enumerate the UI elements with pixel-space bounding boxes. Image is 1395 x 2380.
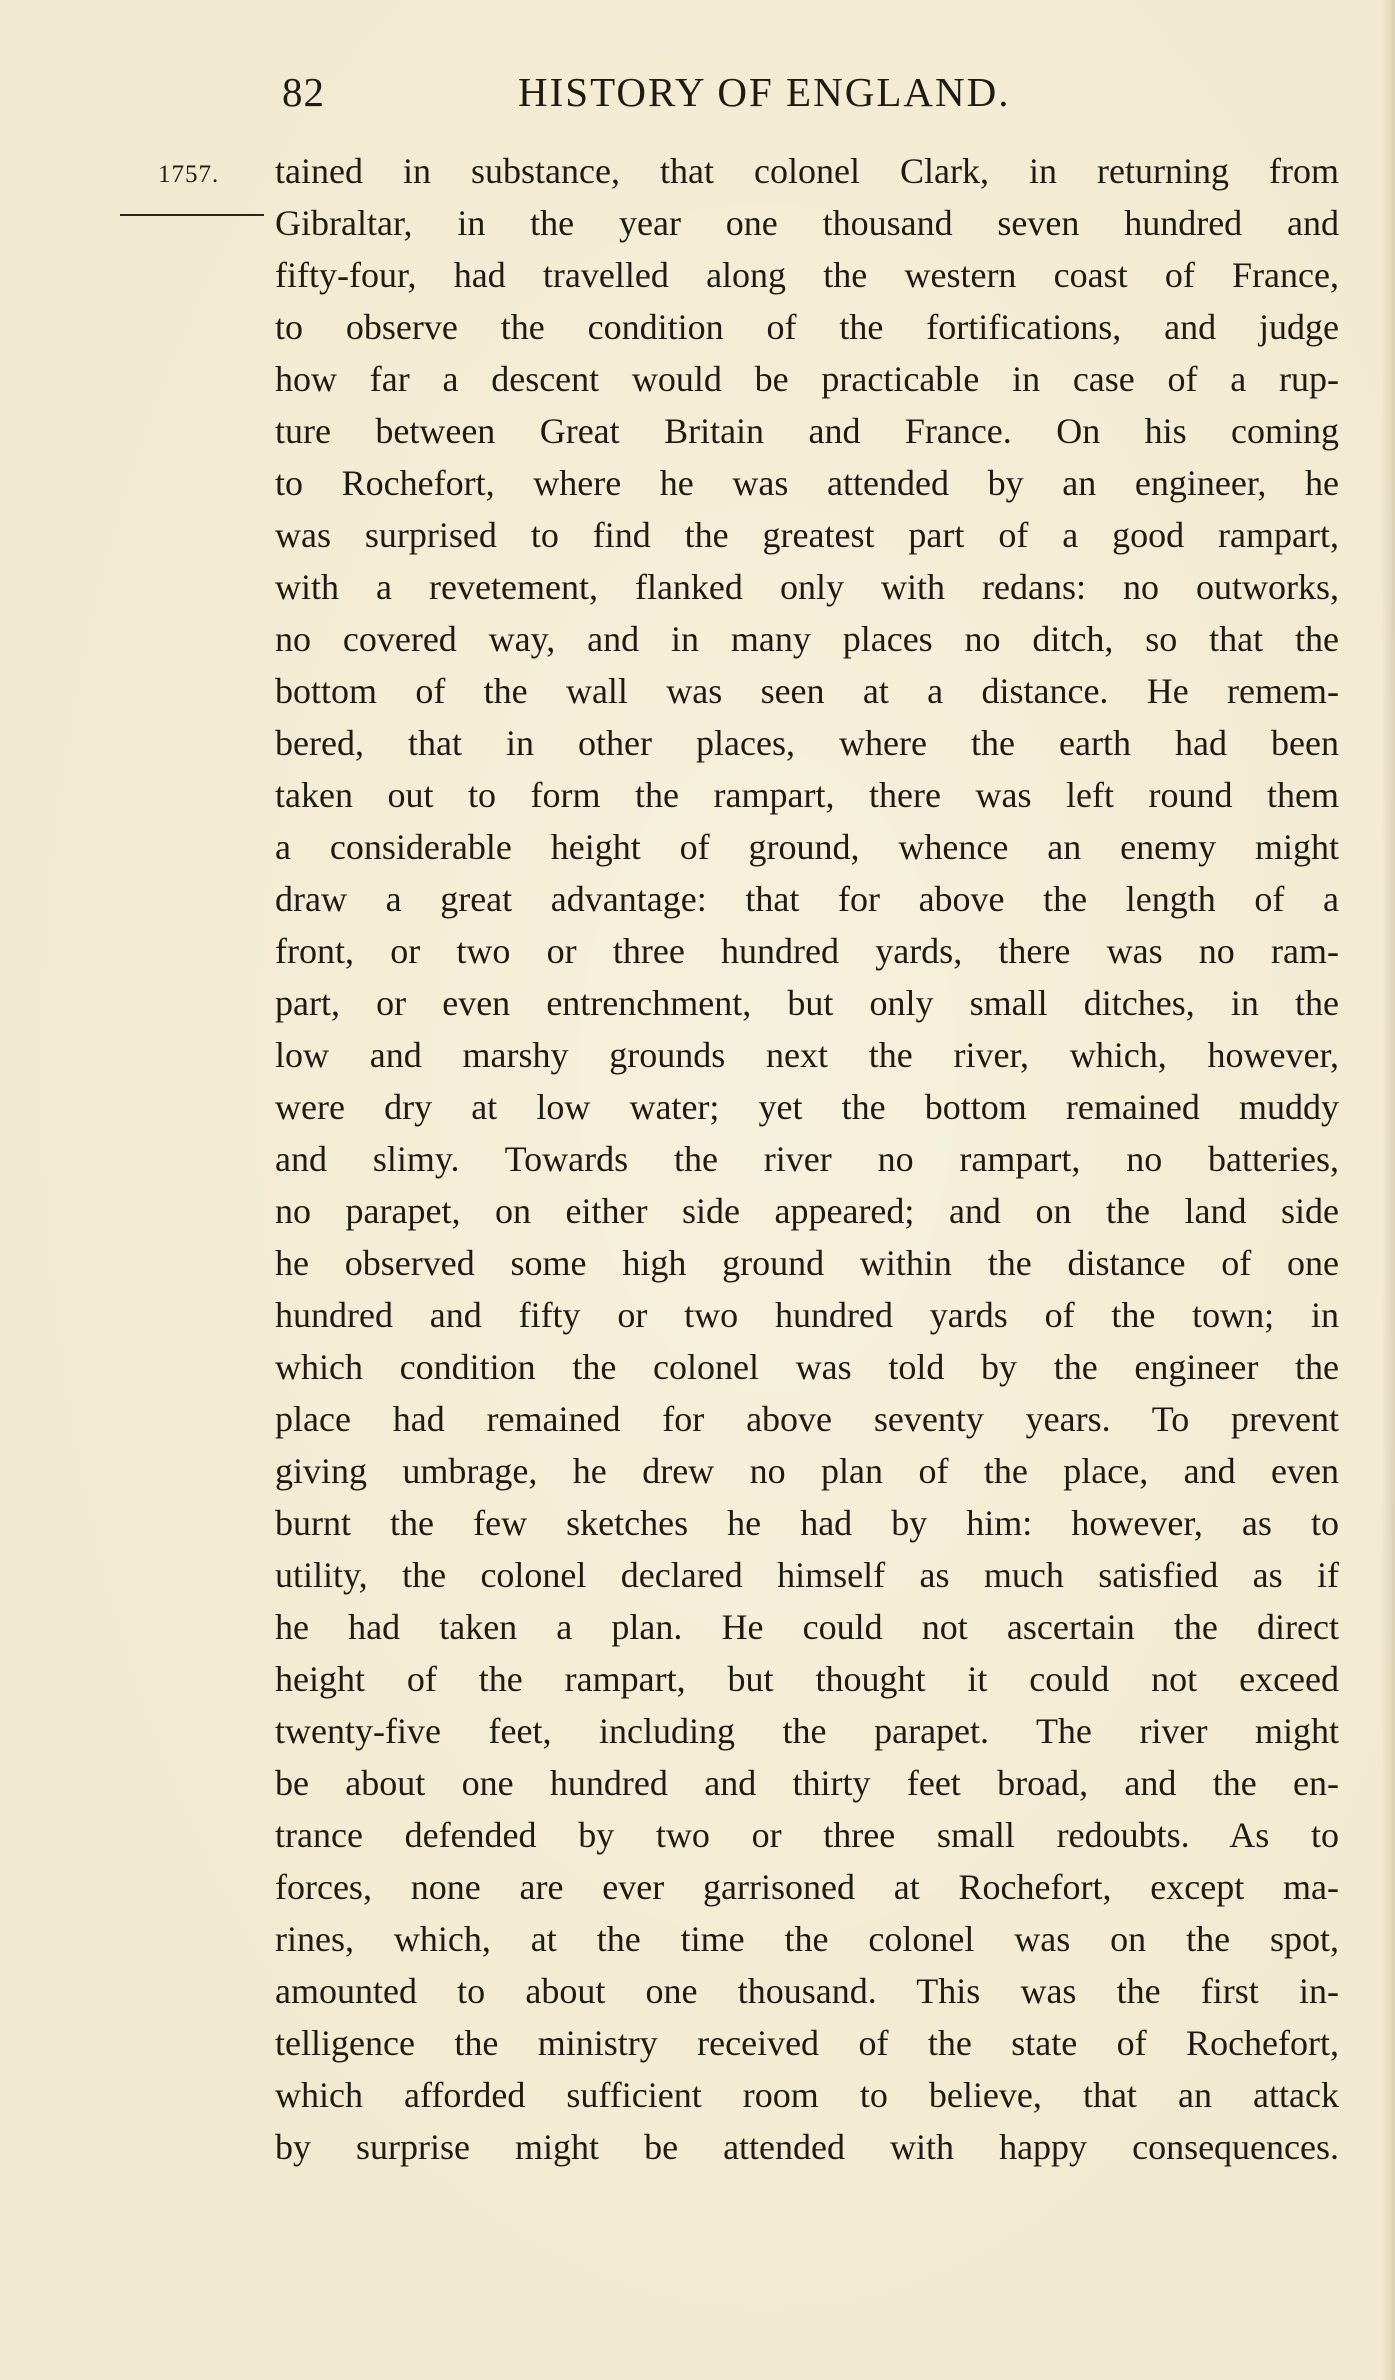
text-line: no covered way, and in many places no ditch, so that the <box>275 619 1339 659</box>
text-line: twenty-five feet, including the parapet. The river might <box>275 1711 1339 1751</box>
text-line: telligence the ministry received of the state of Rochefort, <box>275 2023 1339 2063</box>
text-line: bottom of the wall was seen at a distance. He remem- <box>275 671 1339 711</box>
text-line: utility, the colonel declared himself as much satisfied as if <box>275 1555 1339 1595</box>
text-line: be about one hundred and thirty feet broad, and the en- <box>275 1763 1339 1803</box>
margin-rule <box>120 214 264 216</box>
margin-year: 1757. <box>158 161 220 188</box>
text-line: he had taken a plan. He could not ascertain the direct <box>275 1607 1339 1647</box>
text-line: amounted to about one thousand. This was the first in- <box>275 1971 1339 2011</box>
text-line: a considerable height of ground, whence an enemy might <box>275 827 1339 867</box>
text-line: ture between Great Britain and France. On his coming <box>275 411 1339 451</box>
running-title: HISTORY OF ENGLAND. <box>518 69 1011 115</box>
text-line: no parapet, on either side appeared; and on the land side <box>275 1191 1339 1231</box>
page-edge-shadow <box>1381 0 1395 2380</box>
text-line: to observe the condition of the fortifications, and judge <box>275 307 1339 347</box>
text-line: and slimy. Towards the river no rampart, no batteries, <box>275 1139 1339 1179</box>
text-line: burnt the few sketches he had by him: however, as to <box>275 1503 1339 1543</box>
page-number: 82 <box>282 69 325 115</box>
text-line: which afforded sufficient room to believe, that an attack <box>275 2075 1339 2115</box>
text-line: Gibraltar, in the year one thousand seven hundred and <box>275 203 1339 243</box>
text-line: taken out to form the rampart, there was left round them <box>275 775 1339 815</box>
text-line: front, or two or three hundred yards, there was no ram- <box>275 931 1339 971</box>
text-line: low and marshy grounds next the river, which, however, <box>275 1035 1339 1075</box>
text-line: to Rochefort, where he was attended by an engineer, he <box>275 463 1339 503</box>
text-line: forces, none are ever garrisoned at Rochefort, except ma- <box>275 1867 1339 1907</box>
page-header <box>282 68 1102 128</box>
text-line: with a revetement, flanked only with redans: no outworks, <box>275 567 1339 607</box>
text-line: which condition the colonel was told by the engineer the <box>275 1347 1339 1387</box>
text-line: fifty-four, had travelled along the western coast of France, <box>275 255 1339 295</box>
text-line: part, or even entrenchment, but only small ditches, in the <box>275 983 1339 1023</box>
text-line: draw a great advantage: that for above the length of a <box>275 879 1339 919</box>
body-text <box>275 145 1339 2173</box>
text-line: bered, that in other places, where the earth had been <box>275 723 1339 763</box>
text-line: how far a descent would be practicable in case of a rup- <box>275 359 1339 399</box>
text-line: hundred and fifty or two hundred yards of the town; in <box>275 1295 1339 1335</box>
text-line: trance defended by two or three small redoubts. As to <box>275 1815 1339 1855</box>
text-line: tained in substance, that colonel Clark, in returning from <box>275 151 1339 191</box>
text-line: height of the rampart, but thought it could not exceed <box>275 1659 1339 1699</box>
text-line: was surprised to find the greatest part of a good rampart, <box>275 515 1339 555</box>
text-line: were dry at low water; yet the bottom remained muddy <box>275 1087 1339 1127</box>
text-line: giving umbrage, he drew no plan of the place, and even <box>275 1451 1339 1491</box>
text-line: he observed some high ground within the distance of one <box>275 1243 1339 1283</box>
text-line: rines, which, at the time the colonel was on the spot, <box>275 1919 1339 1959</box>
text-line: by surprise might be attended with happy consequences. <box>275 2127 1339 2167</box>
text-line: place had remained for above seventy years. To prevent <box>275 1399 1339 1439</box>
